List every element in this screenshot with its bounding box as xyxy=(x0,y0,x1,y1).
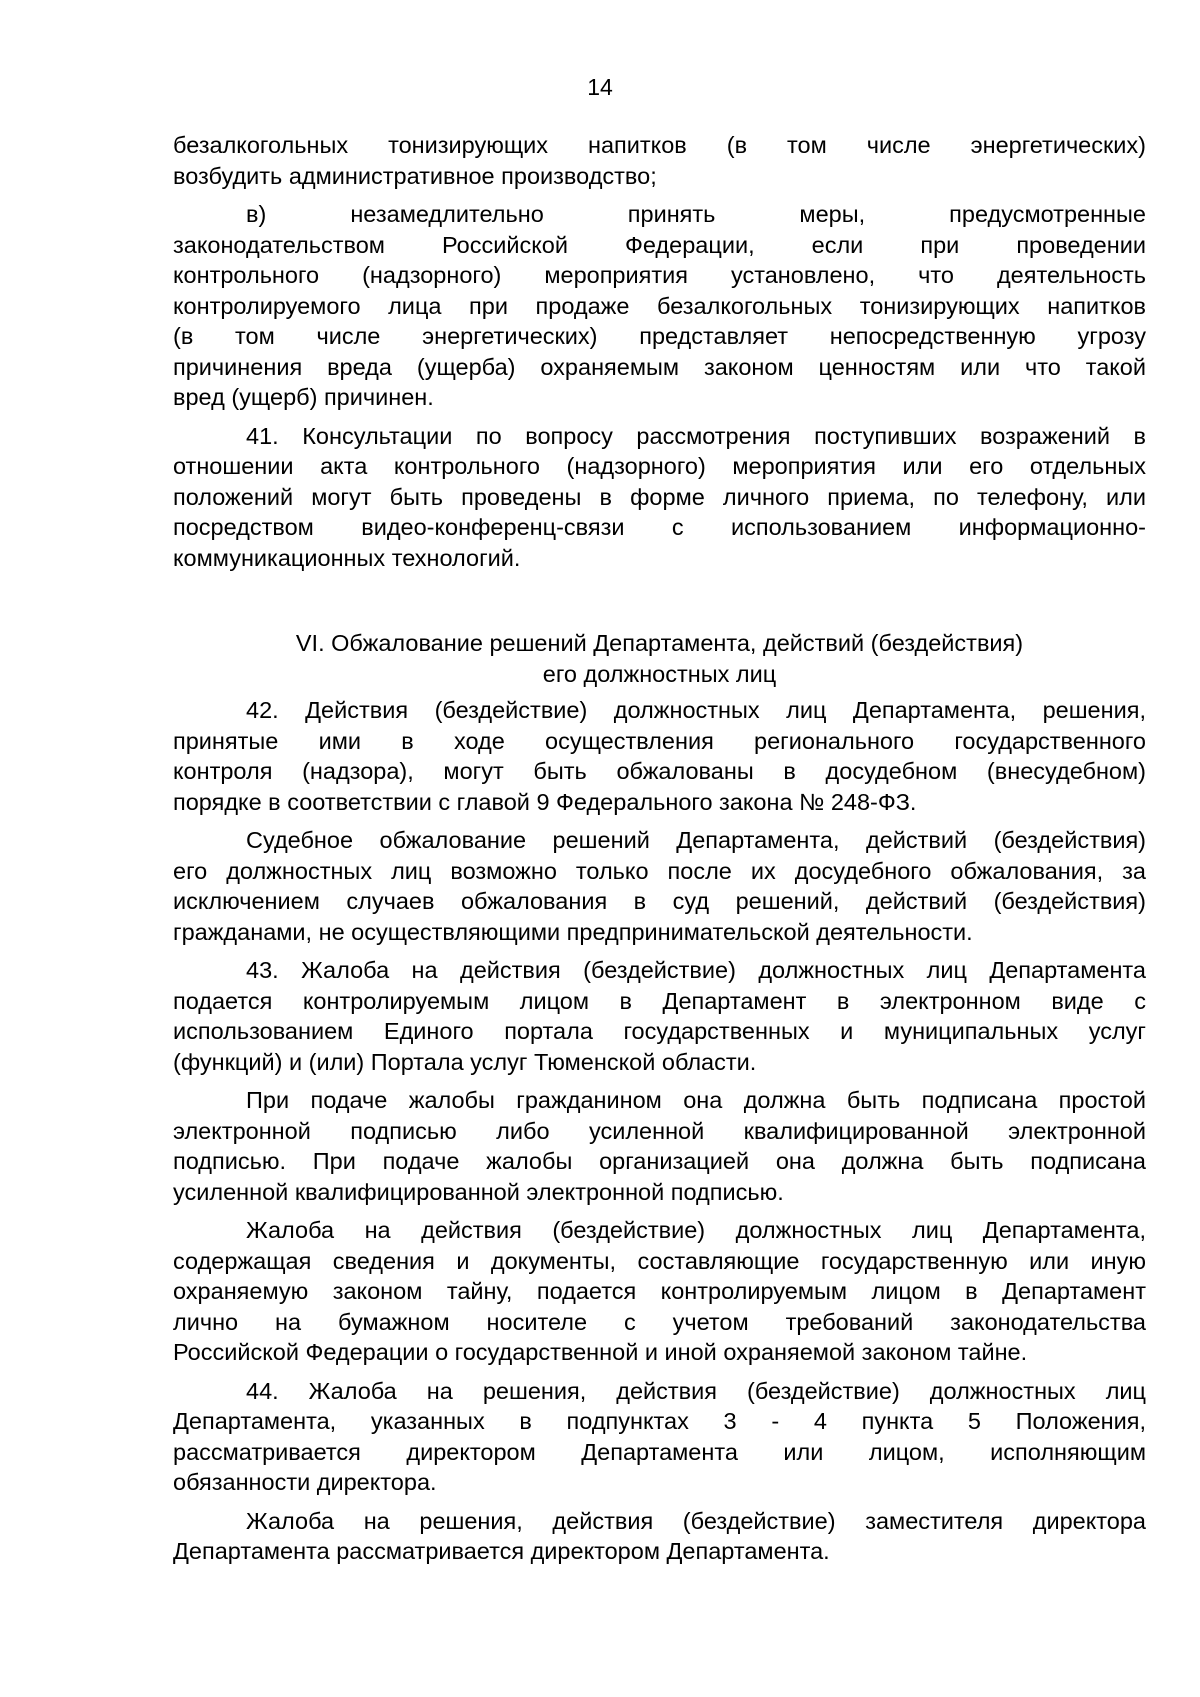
paragraph-43 xyxy=(173,955,1146,1077)
text-line: контрольного (надзорного) мероприятия установлено, что деятельность xyxy=(173,262,1146,288)
text-line: контролируемого лица при продаже безалкогольных тонизирующих напитков xyxy=(173,292,1146,319)
text-line: содержащая сведения и документы, составляющие государственную или иную xyxy=(173,1247,1146,1274)
page-number: 14 xyxy=(587,74,613,100)
text-line: отношении акта контрольного (надзорного) мероприятия или его отдельных xyxy=(173,453,1146,479)
text-line: Жалоба на решения, действия (бездействие) заместителя директора xyxy=(246,1507,1146,1534)
paragraph-42 xyxy=(173,695,1146,817)
text-line: посредством видео-конференц-связи с использованием информационно- xyxy=(173,514,1146,540)
text-line: 44. Жалоба на решения, действия (бездействие) должностных лиц xyxy=(246,1377,1146,1404)
text-line: лично на бумажном носителе с учетом требований законодательства xyxy=(173,1308,1146,1335)
section-heading-line1: VI. Обжалование решений Департамента, действий (бездействия) xyxy=(295,630,1024,656)
text-line: его должностных лиц возможно только после их досудебного обжалования, за xyxy=(173,857,1146,884)
paragraph-state-secret xyxy=(173,1215,1146,1368)
text-line: положений могут быть проведены в форме личного приема, по телефону, или xyxy=(173,483,1146,510)
text-line: Российской Федерации о государственной и иной охраняемой законом тайне. xyxy=(173,1339,1028,1365)
text-line: законодательством Российской Федерации, если при проведении xyxy=(173,231,1146,258)
text-line: возбудить административное производство; xyxy=(173,162,657,189)
paragraph-44 xyxy=(173,1376,1146,1498)
text-line: гражданами, не осуществляющими предпринимательской деятельности. xyxy=(173,918,973,945)
text-line: 43. Жалоба на действия (бездействие) должностных лиц Департамента xyxy=(246,957,1146,983)
text-line: рассматривается директором Департамента или лицом, исполняющим xyxy=(173,1438,1146,1465)
paragraph-deputy-director xyxy=(173,1506,1146,1567)
paragraph-41 xyxy=(173,421,1146,574)
text-line: Департамента рассматривается директором Департамента. xyxy=(173,1538,830,1564)
text-line: контроля (надзора), могут быть обжалованы в досудебном (внесудебном) xyxy=(173,758,1146,784)
document-body xyxy=(173,130,1146,1567)
text-line: коммуникационных технологий. xyxy=(173,544,521,571)
text-line: (в том числе энергетических) представляет непосредственную угрозу xyxy=(173,323,1146,349)
text-line: безалкогольных тонизирующих напитков (в том числе энергетических) xyxy=(173,132,1146,158)
text-line: электронной подписью либо усиленной квалифицированной электронной xyxy=(173,1117,1146,1144)
paragraph-item-v xyxy=(173,199,1146,413)
text-line: принятые ими в ходе осуществления регионального государственного xyxy=(173,727,1146,754)
text-line: причинения вреда (ущерба) охраняемым законом ценностям или что такой xyxy=(173,353,1146,380)
section-heading xyxy=(173,628,1146,689)
text-line: исключением случаев обжалования в суд решений, действий (бездействия) xyxy=(173,888,1146,914)
text-line: (функций) и (или) Портала услуг Тюменской области. xyxy=(173,1048,757,1075)
section-heading-line2: его должностных лиц xyxy=(542,660,777,687)
text-line: подписью. При подаче жалобы организацией она должна быть подписана xyxy=(173,1148,1146,1174)
text-line: вред (ущерб) причинен. xyxy=(173,384,434,410)
text-line: в) незамедлительно принять меры, предусмотренные xyxy=(246,201,1146,227)
text-line: обязанности директора. xyxy=(173,1469,437,1495)
text-line: использованием Единого портала государственных и муниципальных услуг xyxy=(173,1018,1146,1044)
paragraph-signature xyxy=(173,1085,1146,1207)
paragraph-continuation xyxy=(173,130,1146,191)
text-line: 41. Консультации по вопросу рассмотрения поступивших возражений в xyxy=(246,422,1146,449)
paragraph-judicial-appeal xyxy=(173,825,1146,947)
text-line: усиленной квалифицированной электронной подписью. xyxy=(173,1178,784,1205)
text-line: При подаче жалобы гражданином она должна быть подписана простой xyxy=(246,1087,1146,1113)
text-line: охраняемую законом тайну, подается контролируемым лицом в Департамент xyxy=(173,1278,1146,1304)
text-line: Судебное обжалование решений Департамента, действий (бездействия) xyxy=(246,827,1146,853)
text-line: порядке в соответствии с главой 9 Федерального закона № 248-ФЗ. xyxy=(173,788,917,815)
text-line: 42. Действия (бездействие) должностных лиц Департамента, решения, xyxy=(246,697,1146,723)
text-line: подается контролируемым лицом в Департамент в электронном виде с xyxy=(173,987,1146,1014)
text-line: Жалоба на действия (бездействие) должностных лиц Департамента, xyxy=(246,1217,1146,1243)
text-line: Департамента, указанных в подпунктах 3 - 4 пункта 5 Положения, xyxy=(173,1408,1146,1434)
